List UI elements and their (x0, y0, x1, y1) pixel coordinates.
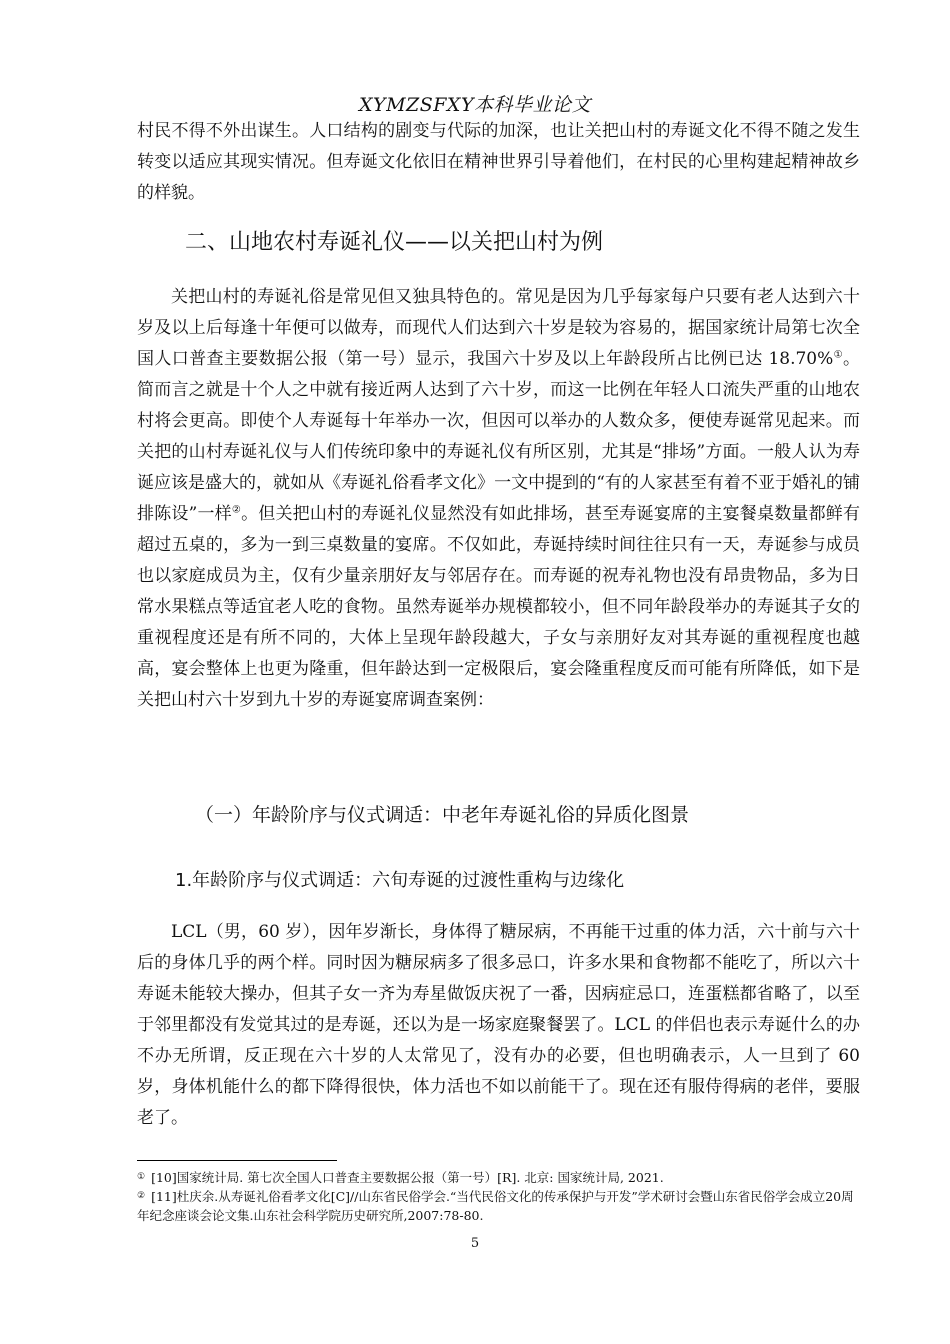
footnote-text: [10]国家统计局. 第七次全国人口普查主要数据公报（第一号）[R]. 北京: 国家统计局, 2021. (151, 1170, 664, 1185)
paragraph-text-a: 关把山村的寿诞礼俗是常见但又独具特色的。常见是因为几乎每家每户只要有老人达到六十岁及以上后每逢十年便可以做寿，而现代人们达到六十岁是较为容易的，据国家统计局第七次全国人口普查主要数据公报（第一号）显示，我国六十岁及以上年龄段所占比例已达 18.70% (137, 287, 860, 369)
footnote-marker: ① (137, 1172, 146, 1182)
paragraph-case-lcl: LCL（男，60 岁），因年岁渐长，身体得了糖尿病，不再能干过重的体力活，六十前与六十后的身体几乎的两个样。同时因为糖尿病多了很多忌口，许多水果和食物都不能吃了，所以六十寿诞未能较大操办，但其子女一齐为寿星做饭庆祝了一番，因病症忌口，连蛋糕都省略了，以至于邻里都没有发觉其过的是寿诞，还以为是一场家庭聚餐罢了。LCL 的伴侣也表示寿诞什么的办不办无所谓，反正现在六十岁的人太常见了，没有办的必要，但也明确表示，人一旦到了 60 岁，身体机能什么的都下降得很快，体力活也不如以前能干了。现在还有服侍得病的老伴，要服老了。 (137, 922, 860, 1128)
paragraph-text-c: 。但关把山村的寿诞礼仪显然没有如此排场，甚至寿诞宴席的主宴餐桌数量都鲜有超过五桌的，多为一到三桌数量的宴席。不仅如此，寿诞持续时间往往只有一天，寿诞参与成员也以家庭成员为主，仅有少量亲朋好友与邻居存在。而寿诞的祝寿礼物也没有昂贵物品，多为日常水果糕点等适宜老人吃的食物。虽然寿诞举办规模都较小，但不同年龄段举办的寿诞其子女的重视程度还是有所不同的，大体上呈现年龄段越大，子女与亲朋好友对其寿诞的重视程度也越高，宴会整体上也更为隆重，但年龄达到一定极限后，宴会隆重程度反而可能有所降低，如下是关把山村六十岁到九十岁的寿诞宴席调查案例： (137, 504, 861, 710)
footnote-text: [11]杜庆余.从寿诞礼俗看孝文化[C]//山东省民俗学会.“当代民俗文化的传承保护与开发”学术研讨会暨山东省民俗学会成立20周年纪念座谈会论文集.山东社会科学院历史研究所,2007:78-80. (137, 1189, 854, 1223)
paragraph-intro-continuation: 村民不得不外出谋生。人口结构的剧变与代际的加深，也让关把山村的寿诞文化不得不随之发生转变以适应其现实情况。但寿诞文化依旧在精神世界引导着他们，在村民的心里构建起精神故乡的样貌。 (137, 121, 860, 203)
footnote-ref-2[interactable]: ② (231, 504, 242, 516)
footnote-divider (137, 1160, 337, 1161)
footnotes (137, 1168, 860, 1225)
subsubsection-heading: 1.年龄阶序与仪式调适：六旬寿诞的过渡性重构与边缘化 (175, 870, 625, 891)
footnote-ref-1[interactable]: ① (833, 349, 843, 361)
footnote-marker: ② (137, 1191, 146, 1201)
footnote-1 (137, 1168, 860, 1187)
footnote-2 (137, 1187, 860, 1225)
section-heading: 二、山地农村寿诞礼仪——以关把山村为例 (185, 230, 604, 255)
page-number: 5 (470, 1236, 480, 1251)
running-header: XYMZSFXY本科毕业论文 (359, 94, 591, 116)
paragraph-text-b: 。简而言之就是十个人之中就有接近两人达到了六十岁，而这一比例在年轻人口流失严重的山地农村将会更高。即使个人寿诞每十年举办一次，但因可以举办的人数众多，便使寿诞常见起来。而关把的山村寿诞礼仪与人们传统印象中的寿诞礼仪有所区别，尤其是“排场”方面。一般人认为寿诞应该是盛大的，就如从《寿诞礼俗看孝文化》一文中提到的“有的人家甚至有着不亚于婚礼的铺排陈设”一样 (137, 349, 860, 524)
paragraph-birthday-custom (137, 282, 860, 716)
subsection-heading: （一）年龄阶序与仪式调适：中老年寿诞礼俗的异质化图景 (195, 804, 690, 826)
